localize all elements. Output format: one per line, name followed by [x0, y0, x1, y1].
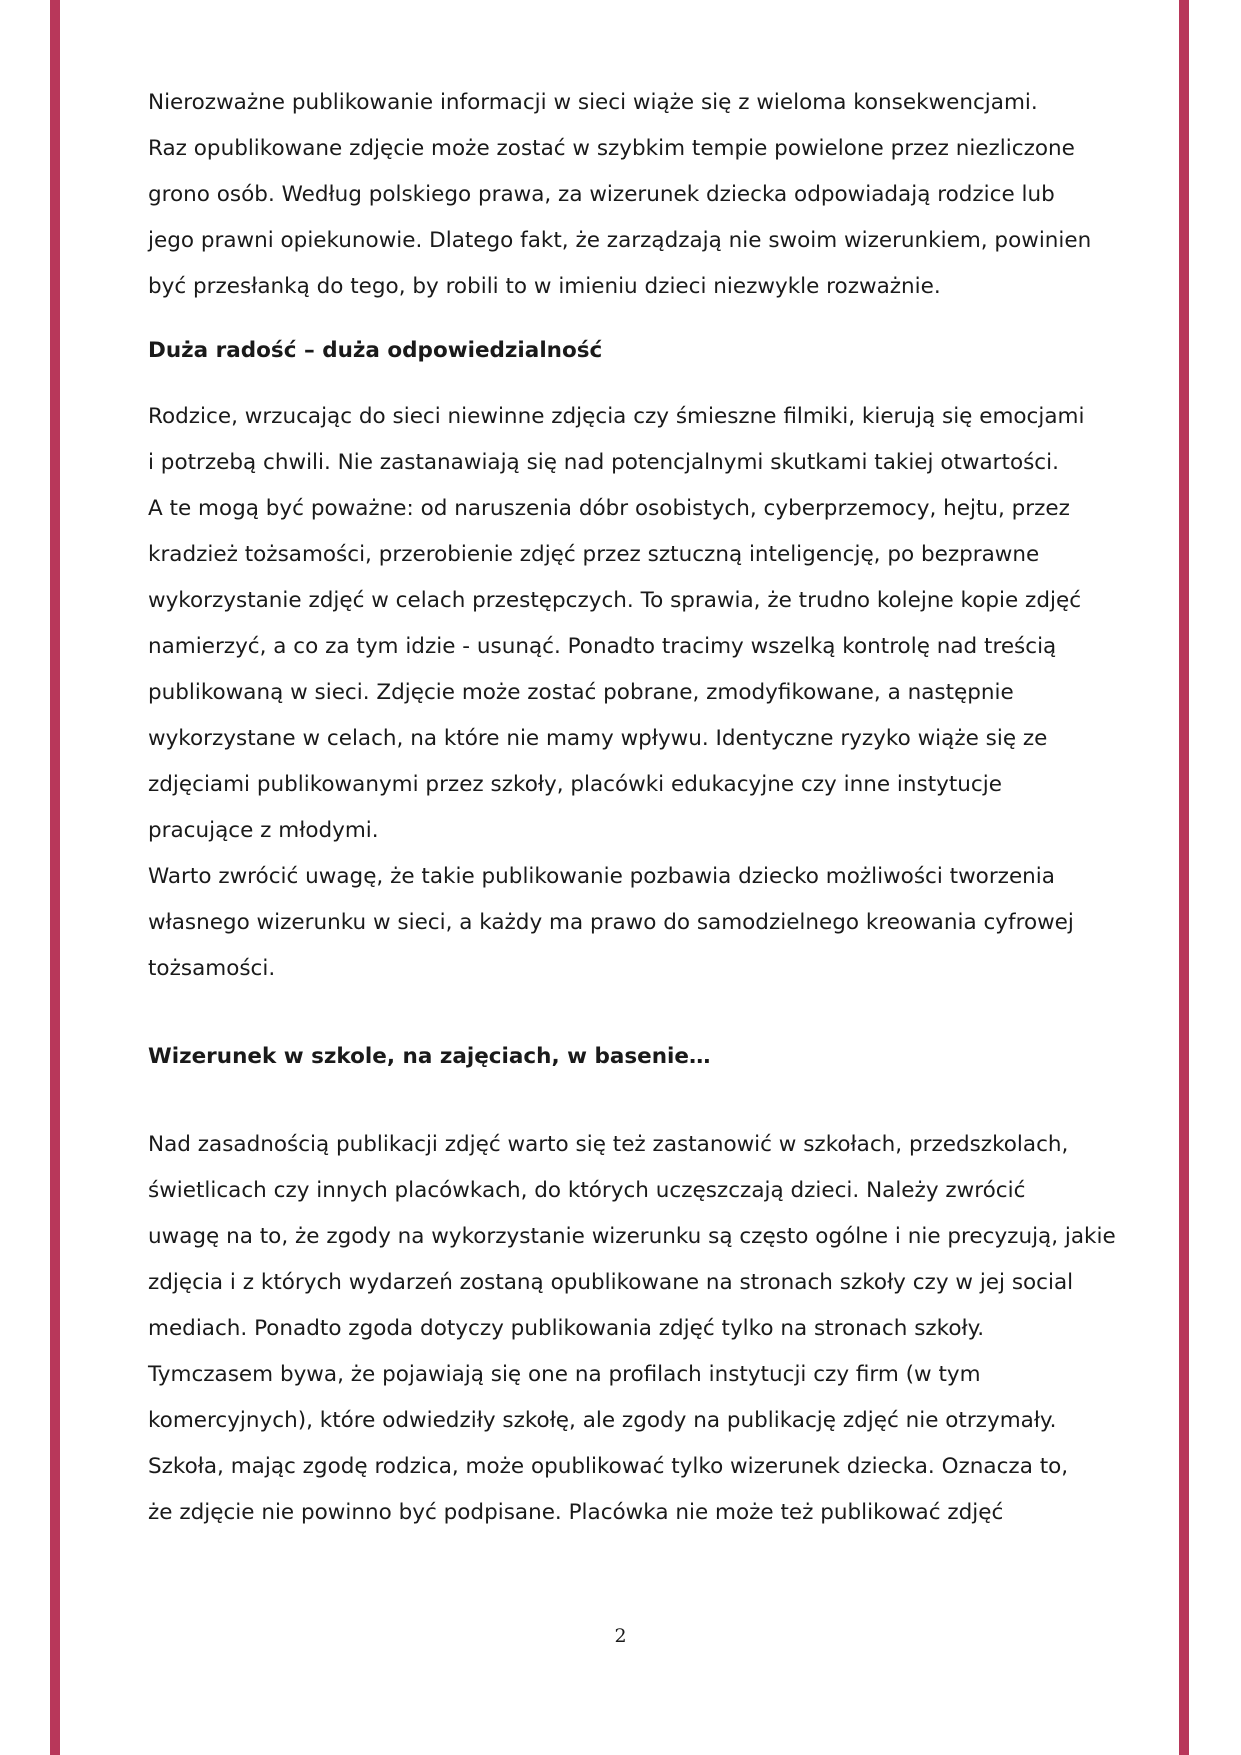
page-number: 2 [614, 1625, 627, 1647]
page-border-left [50, 0, 60, 1755]
section-heading-1: Duża radość – duża odpowiedzialność [148, 338, 603, 363]
text-line: Warto zwrócić uwagę, że takie publikowanie pozbawia dziecko możliwości tworzenia [148, 864, 1055, 889]
page-border-right [1179, 0, 1189, 1755]
text-line: zdjęcia i z których wydarzeń zostaną opublikowane na stronach szkoły czy w jej social [148, 1270, 1074, 1295]
paragraph-3 [148, 1122, 1116, 1536]
text-line: Rodzice, wrzucając do sieci niewinne zdjęcia czy śmieszne filmiki, kierują się emocjami [148, 404, 1085, 429]
document-body [148, 80, 1116, 1536]
text-line: Szkoła, mając zgodę rodzica, może opublikować tylko wizerunek dziecka. Oznacza to, [148, 1454, 1069, 1479]
text-line: publikowaną w sieci. Zdjęcie może zostać pobrane, zmodyfikowane, a następnie [148, 680, 1014, 705]
text-line: i potrzebą chwili. Nie zastanawiają się nad potencjalnymi skutkami takiej otwartości. [148, 450, 1059, 475]
text-line: własnego wizerunku w sieci, a każdy ma prawo do samodzielnego kreowania cyfrowej [148, 910, 1074, 935]
text-line: że zdjęcie nie powinno być podpisane. Placówka nie może też publikować zdjęć [148, 1500, 1004, 1525]
text-line: Tymczasem bywa, że pojawiają się one na profilach instytucji czy firm (w tym [148, 1362, 981, 1387]
paragraph-1 [148, 80, 1108, 310]
section-heading-2: Wizerunek w szkole, na zajęciach, w basenie… [148, 1044, 711, 1069]
text-line: świetlicach czy innych placówkach, do których uczęszczają dzieci. Należy zwrócić [148, 1178, 1026, 1203]
text-line: Nierozważne publikowanie informacji w sieci wiąże się z wieloma konsekwencjami. [148, 90, 1038, 115]
text-line: pracujące z młodymi. [148, 818, 379, 843]
paragraph-2 [148, 394, 1108, 992]
text-line: mediach. Ponadto zgoda dotyczy publikowania zdjęć tylko na stronach szkoły. [148, 1316, 985, 1341]
text-line: A te mogą być poważne: od naruszenia dóbr osobistych, cyberprzemocy, hejtu, przez [148, 496, 1070, 521]
text-line: Nad zasadnością publikacji zdjęć warto się też zastanowić w szkołach, przedszkolach, [148, 1132, 1069, 1157]
text-line: być przesłanką do tego, by robili to w imieniu dzieci niezwykle rozważnie. [148, 274, 941, 299]
text-line: kradzież tożsamości, przerobienie zdjęć przez sztuczną inteligencję, po bezprawne [148, 542, 1040, 567]
text-line: grono osób. Według polskiego prawa, za wizerunek dziecka odpowiadają rodzice lub [148, 182, 1055, 207]
text-line: wykorzystane w celach, na które nie mamy wpływu. Identyczne ryzyko wiąże się ze [148, 726, 1048, 751]
text-line: namierzyć, a co za tym idzie - usunąć. Ponadto tracimy wszelką kontrolę nad treścią [148, 634, 1057, 659]
text-line: wykorzystanie zdjęć w celach przestępczych. To sprawia, że trudno kolejne kopie zdjęć [148, 588, 1082, 613]
text-line: Raz opublikowane zdjęcie może zostać w szybkim tempie powielone przez niezliczone [148, 136, 1075, 161]
text-line: tożsamości. [148, 956, 276, 981]
text-line: jego prawni opiekunowie. Dlatego fakt, że zarządzają nie swoim wizerunkiem, powinien [148, 228, 1092, 253]
text-line: uwagę na to, że zgody na wykorzystanie wizerunku są często ogólne i nie precyzują, jakie [148, 1224, 1116, 1249]
text-line: zdjęciami publikowanymi przez szkoły, placówki edukacyjne czy inne instytucje [148, 772, 1002, 797]
text-line: komercyjnych), które odwiedziły szkołę, ale zgody na publikację zdjęć nie otrzymały. [148, 1408, 1057, 1433]
